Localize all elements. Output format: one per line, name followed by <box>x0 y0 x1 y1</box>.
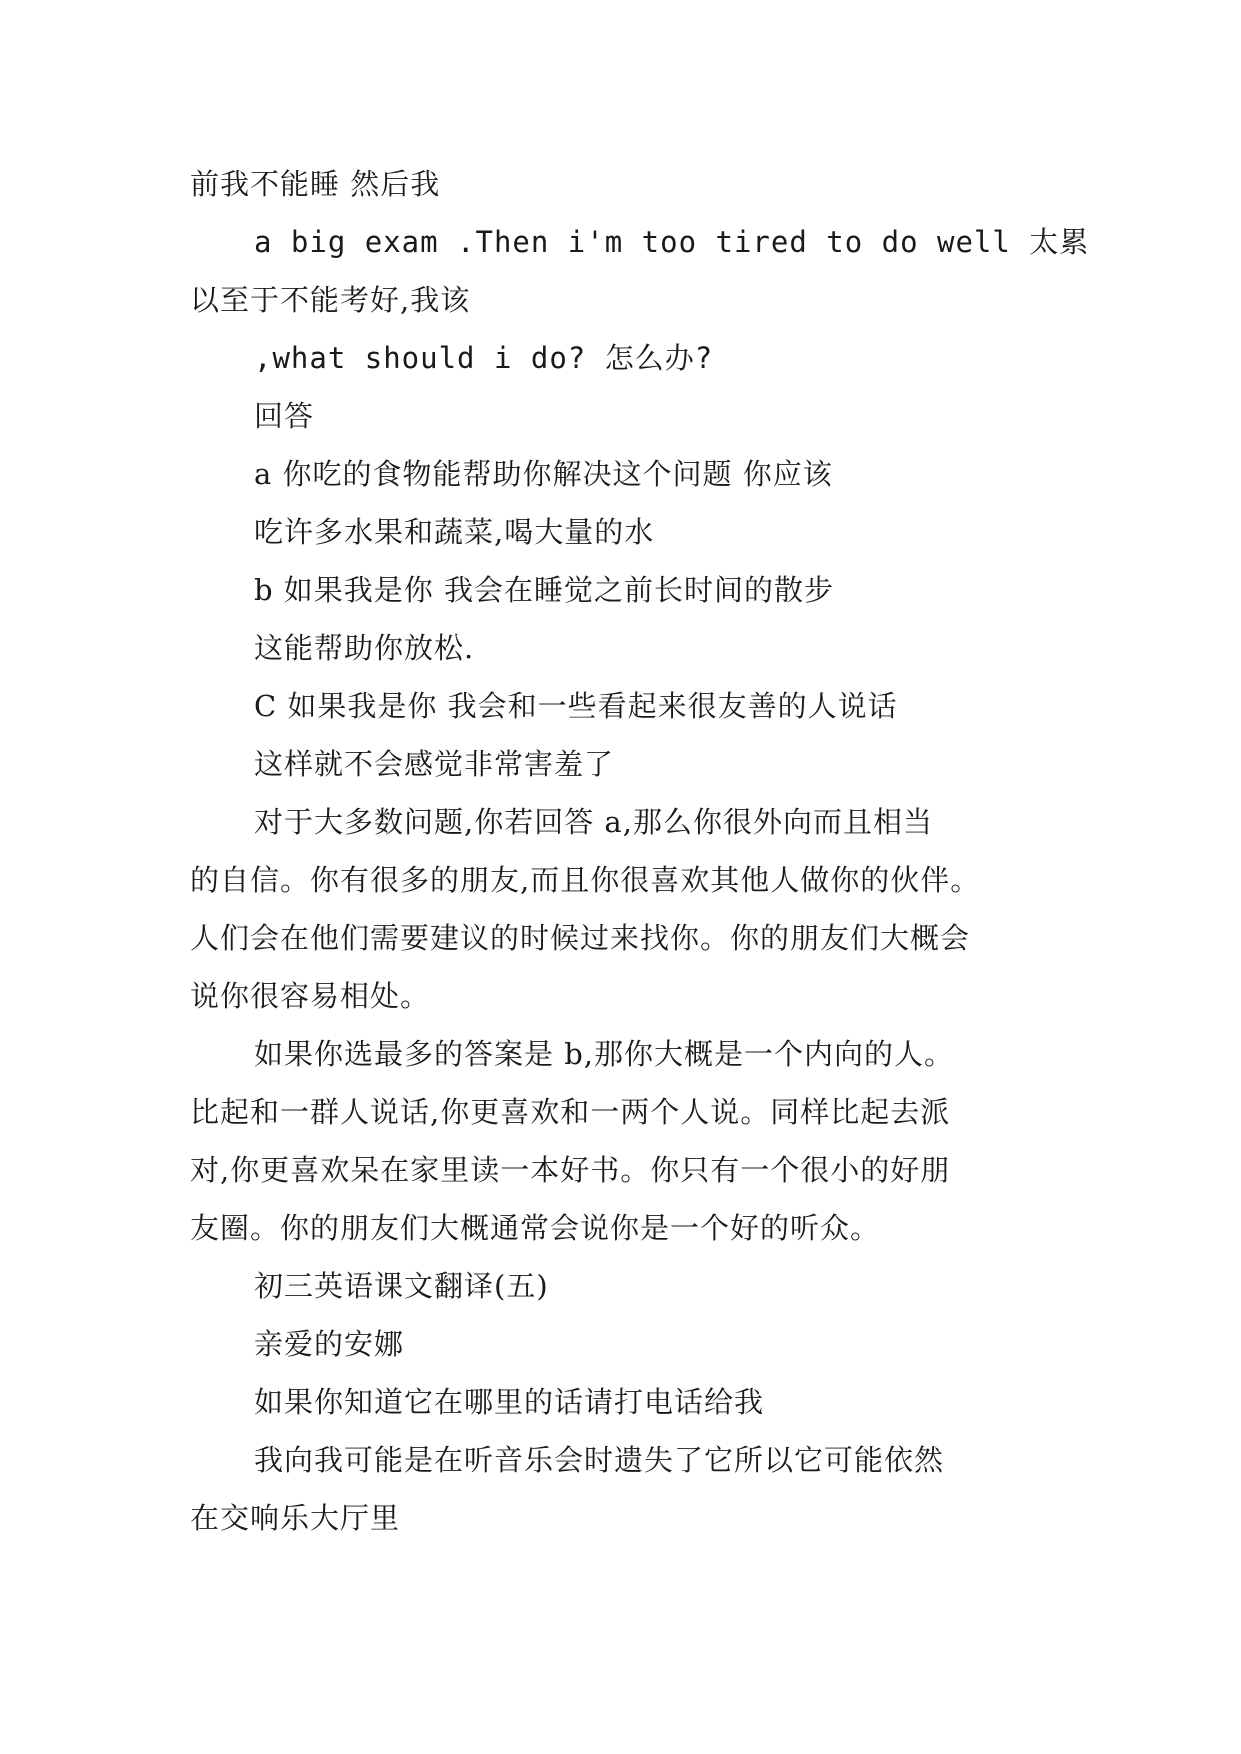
letter-salutation: 亲爱的安娜 <box>254 1327 405 1361</box>
text-line: 吃许多水果和蔬菜,喝大量的水 <box>254 515 655 549</box>
section-heading: 初三英语课文翻译(五) <box>254 1269 549 1303</box>
paragraph-line: 比起和一群人说话,你更喜欢和一两个人说。同样比起去派 <box>190 1095 951 1129</box>
paragraph-line: 的自信。你有很多的朋友,而且你很喜欢其他人做你的伙伴。 <box>190 863 981 897</box>
text-line: 回答 <box>254 399 315 433</box>
text-line: a 你吃的食物能帮助你解决这个问题 你应该 <box>254 457 833 491</box>
paragraph-line: 如果你选最多的答案是 b,那你大概是一个内向的人。 <box>254 1037 955 1071</box>
paragraph-line: 说你很容易相处。 <box>190 979 431 1013</box>
text-line: C 如果我是你 我会和一些看起来很友善的人说话 <box>254 689 898 723</box>
document-body <box>190 155 1090 1547</box>
text-line: b 如果我是你 我会在睡觉之前长时间的散步 <box>254 573 835 607</box>
text-line: a big exam .Then i'm too tired to do well 太累 <box>254 225 1090 259</box>
text-line: 前我不能睡 然后我 <box>190 167 441 201</box>
letter-line: 我向我可能是在听音乐会时遗失了它所以它可能依然 <box>254 1443 945 1477</box>
paragraph-line: 对,你更喜欢呆在家里读一本好书。你只有一个很小的好朋 <box>190 1153 951 1187</box>
paragraph-line: 对于大多数问题,你若回答 a,那么你很外向而且相当 <box>254 805 933 839</box>
text-line: 这能帮助你放松. <box>254 631 475 665</box>
paragraph-line: 人们会在他们需要建议的时候过来找你。你的朋友们大概会 <box>190 921 971 955</box>
letter-line: 如果你知道它在哪里的话请打电话给我 <box>254 1385 765 1419</box>
text-line: 这样就不会感觉非常害羞了 <box>254 747 615 781</box>
text-line: ,what should i do? 怎么办? <box>254 341 714 375</box>
letter-line: 在交响乐大厅里 <box>190 1501 401 1535</box>
paragraph-line: 友圈。你的朋友们大概通常会说你是一个好的听众。 <box>190 1211 881 1245</box>
text-line: 以至于不能考好,我该 <box>190 283 471 317</box>
